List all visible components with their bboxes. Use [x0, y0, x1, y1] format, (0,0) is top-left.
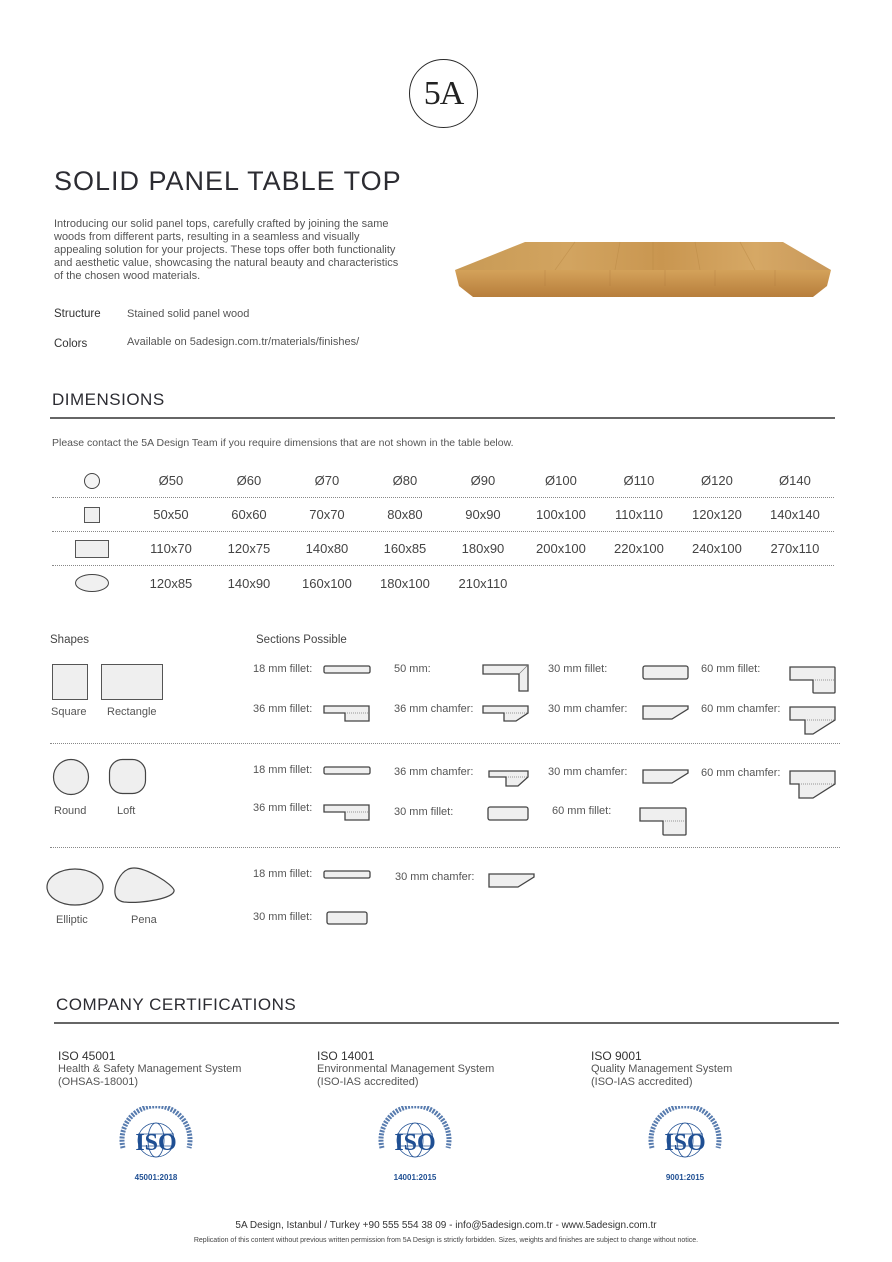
section-label: 36 mm chamfer: — [394, 703, 474, 715]
section-50mm-icon — [482, 664, 530, 692]
footer-contact: 5A Design, Istanbul / Turkey +90 555 554 38 09 - info@5adesign.com.tr - www.5adesign.com.tr — [235, 1220, 657, 1231]
section-30mm-fillet-icon — [326, 911, 370, 926]
dimensions-heading: DIMENSIONS — [52, 390, 165, 409]
section-36mm-fillet-icon — [323, 804, 371, 822]
brand-logo — [409, 59, 478, 128]
section-label: 30 mm chamfer: — [395, 871, 475, 883]
section-30mm-fillet-icon — [487, 806, 531, 822]
section-label: 50 mm: — [394, 663, 431, 675]
round-shape — [52, 758, 90, 796]
cert-note: (ISO-IAS accredited) — [317, 1076, 419, 1088]
section-60mm-fillet-icon — [639, 807, 689, 837]
sections-label: Sections Possible — [256, 634, 347, 646]
svg-text:ISO: ISO — [664, 1130, 706, 1156]
table-cell: 180x100 — [380, 575, 430, 591]
iso-9001-badge-icon — [642, 1106, 728, 1182]
cert-name: ISO 45001 — [58, 1049, 116, 1063]
section-label: 60 mm fillet: — [701, 663, 761, 675]
table-cell: 160x85 — [383, 541, 427, 556]
table-cell: 210x110 — [458, 575, 508, 591]
section-label: 36 mm fillet: — [253, 703, 313, 715]
loft-shape — [108, 758, 148, 796]
cert-note: (ISO-IAS accredited) — [591, 1076, 693, 1088]
svg-text:ISO: ISO — [135, 1130, 177, 1156]
dimensions-note: Please contact the 5A Design Team if you require dimensions that are not shown in the table below. — [52, 437, 514, 449]
section-label: 30 mm chamfer: — [548, 766, 628, 778]
table-cell: 140x90 — [227, 575, 271, 591]
spec-label-structure: Structure — [54, 308, 101, 320]
section-30mm-chamfer-icon — [642, 705, 690, 721]
certifications-heading: COMPANY CERTIFICATIONS — [56, 995, 297, 1014]
table-cell: Ø110 — [623, 473, 655, 488]
shapes-label: Shapes — [50, 634, 90, 646]
cert-name: ISO 9001 — [591, 1049, 642, 1063]
table-cell: 120x120 — [692, 507, 742, 522]
spec-value-structure: Stained solid panel wood — [127, 308, 250, 320]
table-row-rectangle — [52, 532, 834, 566]
table-cell: 140x140 — [770, 507, 820, 522]
footer-disclaimer: Replication of this content without previous written permission from 5A Design is strictly forbidden. Sizes, weights and finishes are subject to change without notice. — [193, 1237, 699, 1244]
logo-text: 5A — [423, 74, 464, 112]
table-cell: 180x90 — [461, 541, 505, 556]
table-cell: 80x80 — [387, 507, 423, 522]
table-cell: 220x100 — [614, 541, 664, 556]
section-label: 36 mm fillet: — [253, 802, 313, 814]
table-cell: 70x70 — [309, 507, 345, 522]
section-30mm-chamfer-icon — [642, 769, 690, 785]
section-36mm-chamfer-icon — [488, 770, 530, 788]
iso-45001-badge-icon — [113, 1106, 199, 1182]
table-cell: 200x100 — [536, 541, 586, 556]
table-cell: 110x110 — [614, 507, 663, 522]
section-60mm-chamfer-icon — [789, 770, 837, 800]
rectangle-shape — [101, 664, 163, 700]
table-cell: Ø50 — [158, 473, 184, 488]
table-row-elliptic — [52, 566, 834, 600]
section-label: 30 mm fillet: — [394, 806, 454, 818]
spec-label-colors: Colors — [54, 338, 88, 350]
table-cell: 50x50 — [153, 507, 189, 522]
section-label: 60 mm chamfer: — [701, 767, 781, 779]
spec-value-colors: Available on 5adesign.com.tr/materials/finishes/ — [127, 336, 360, 348]
section-36mm-chamfer-icon — [482, 705, 530, 723]
intro-paragraph: Introducing our solid panel tops, carefully crafted by joining the same woods from different parts, resulting in a seamless and visually appealing solution for your projects. These tops offer both functionality and aesthetic value, showcasing the natural beauty and characteristics of the chosen wood materials. — [54, 218, 399, 282]
table-cell: 120x75 — [227, 541, 271, 556]
table-cell: 270x110 — [770, 541, 820, 556]
cert-desc: Environmental Management System — [317, 1063, 495, 1075]
section-60mm-chamfer-icon — [789, 706, 837, 736]
badge-code: 14001:2015 — [393, 1173, 437, 1182]
table-top-image — [455, 240, 831, 298]
section-label: 36 mm chamfer: — [394, 766, 474, 778]
rectangle-shape-icon — [52, 540, 132, 558]
section-label: 30 mm fillet: — [253, 911, 313, 923]
elliptic-shape-icon — [52, 574, 132, 592]
group-divider — [50, 743, 840, 744]
section-label: 60 mm chamfer: — [701, 703, 781, 715]
section-18mm-fillet-icon — [323, 766, 371, 776]
cert-item-iso45001 — [58, 1049, 241, 1089]
svg-text:ISO: ISO — [394, 1130, 436, 1156]
table-cell: Ø60 — [236, 473, 262, 488]
table-cell: Ø140 — [779, 473, 811, 488]
section-label: 18 mm fillet: — [253, 868, 313, 880]
round-shape-icon — [52, 473, 132, 489]
square-shape — [52, 664, 88, 700]
group-divider — [50, 847, 840, 848]
section-30mm-fillet-icon — [642, 665, 690, 681]
table-cell: 110x70 — [150, 541, 192, 556]
table-cell: 160x100 — [302, 575, 352, 591]
table-cell: 120x85 — [149, 575, 193, 591]
table-cell: 60x60 — [231, 507, 267, 522]
section-label: 18 mm fillet: — [253, 764, 313, 776]
shape-caption: Elliptic — [56, 914, 88, 926]
cert-item-iso14001 — [317, 1049, 494, 1089]
cert-note: (OHSAS-18001) — [58, 1076, 139, 1088]
cert-name: ISO 14001 — [317, 1049, 375, 1063]
table-cell: Ø90 — [470, 473, 496, 488]
shape-caption: Loft — [117, 805, 136, 817]
badge-code: 9001:2015 — [665, 1173, 705, 1182]
cert-item-iso9001 — [591, 1049, 732, 1089]
shape-caption: Rectangle — [107, 706, 157, 718]
table-row-square — [52, 498, 834, 532]
cert-desc: Health & Safety Management System — [58, 1063, 242, 1075]
square-shape-icon — [52, 507, 132, 523]
table-cell: Ø80 — [392, 473, 418, 488]
section-30mm-chamfer-icon — [488, 873, 536, 889]
shape-caption: Round — [54, 805, 87, 817]
table-cell: 90x90 — [465, 507, 501, 522]
section-36mm-fillet-icon — [323, 705, 371, 723]
table-cell: Ø70 — [314, 473, 340, 488]
table-cell: Ø120 — [701, 473, 733, 488]
table-cell: 140x80 — [305, 541, 349, 556]
table-cell: 240x100 — [692, 541, 742, 556]
dimensions-divider — [50, 417, 835, 419]
table-row-round — [52, 464, 834, 498]
section-label: 30 mm fillet: — [548, 663, 608, 675]
certifications-divider — [54, 1022, 839, 1024]
shape-caption: Square — [51, 706, 87, 718]
section-label: 60 mm fillet: — [552, 805, 612, 817]
dimensions-table — [52, 464, 834, 600]
section-label: 18 mm fillet: — [253, 663, 313, 675]
badge-code: 45001:2018 — [134, 1173, 178, 1182]
section-18mm-fillet-icon — [323, 665, 371, 675]
table-cell: Ø100 — [545, 473, 577, 488]
table-cell: 100x100 — [536, 507, 586, 522]
section-label: 30 mm chamfer: — [548, 703, 628, 715]
elliptic-shape — [45, 867, 105, 907]
shape-caption: Pena — [131, 914, 157, 926]
cert-desc: Quality Management System — [591, 1063, 733, 1075]
page-title: SOLID PANEL TABLE TOP — [54, 166, 402, 196]
pena-shape — [112, 866, 178, 908]
iso-14001-badge-icon — [372, 1106, 458, 1182]
section-60mm-fillet-icon — [789, 666, 837, 694]
section-18mm-fillet-icon — [323, 870, 371, 880]
